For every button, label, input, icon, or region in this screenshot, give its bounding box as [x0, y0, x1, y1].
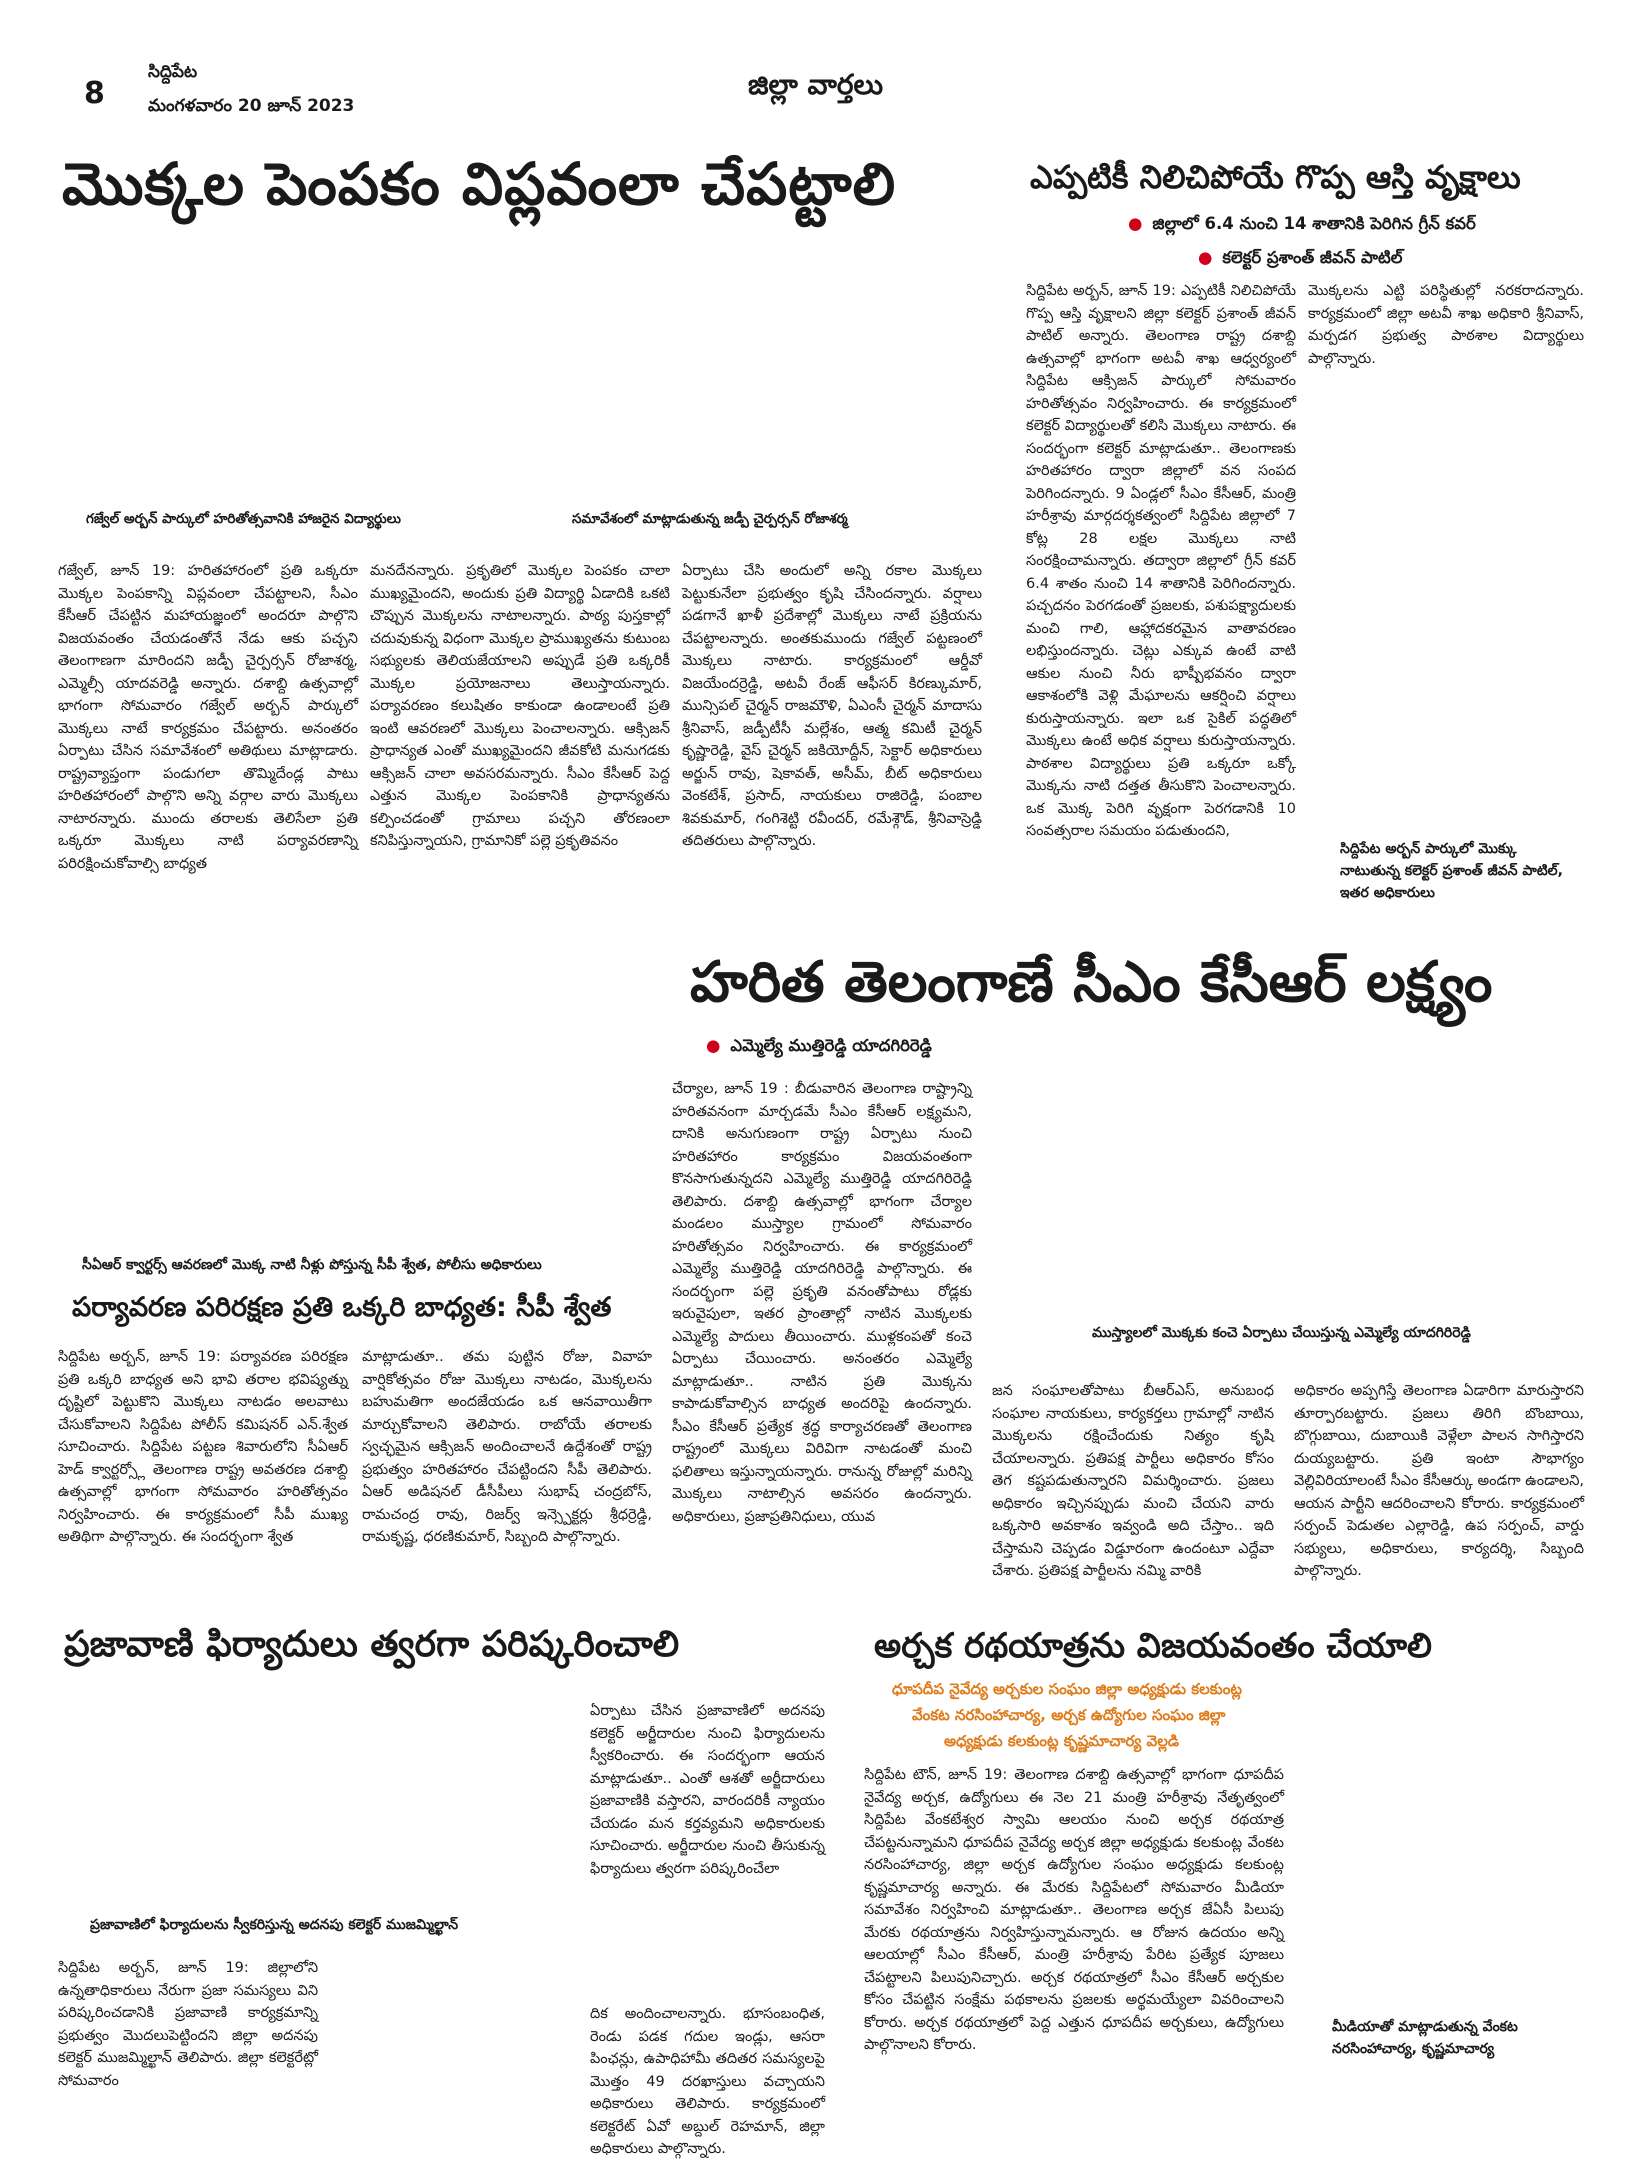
- story1-col1: గజ్వేల్, జూన్ 19: హరితహారంలో ప్రతి ఒక్కరూ మొక్కల పెంపకాన్ని విప్లవంలా చేపట్టాలని, సీఎం కేసీఆర్ చేపట్టిన మహాయజ్ఞంలో అందరూ పాల్గొని విజయవంతం చేయడంతోనే నేడు ఆకు పచ్చని తెలంగాణగా మారిందని జడ్పీ చైర్పర్సన్ రోజాశర్మ, ఎమ్మెల్సీ యాదవరెడ్డి అన్నారు. దశాబ్ది ఉత్సవాల్లో భాగంగా సోమవారం గజ్వేల్ అర్బన్ పార్కులో మొక్కలు నాటే కార్యక్రమం చేపట్టారు. అనంతరం ఏర్పాటు చేసిన సమావేశంలో అతిథులు మాట్లాడారు. రాష్ట్రవ్యాప్తంగా పండుగలా తొమ్మిదేండ్ల పాటు హరితహారంలో పాల్గొని అన్ని వర్గాల వారు మొక్కలు నాటారన్నారు. ముందు తరాలకు తెలిసేలా ప్రతి ఒక్కరూ మొక్కలు నాటి పర్యావరణాన్ని పరిరక్షించుకోవాల్సి బాధ్యత: [58, 563, 358, 872]
- story3-headline: హరిత తెలంగాణే సీఎం కేసీఆర్ లక్ష్యం: [690, 950, 1493, 1015]
- story2-headline: ఎప్పటికీ నిలిచిపోయే గొప్ప ఆస్తి వృక్షాలు: [1030, 158, 1521, 196]
- story2-caption: సిద్దిపేట అర్బన్ పార్కులో మొక్కు నాటుతున్న కలెక్టర్ ప్రశాంత్ జీవన్ పాటిల్, ఇతర అధికారులు: [1340, 841, 1563, 901]
- story3-col2: జన సంఘాలతోపాటు బీఆర్ఎస్, అనుబంధ సంఘాల నాయకులు, కార్యకర్తలు గ్రామాల్లో నాటిన మొక్కలను రక్షించేందుకు నిత్యం కృషి చేయాలన్నారు. ప్రతిపక్ష పార్టీలు అధికారం కోసం తెగ కష్టపడుతున్నారని విమర్శించారు. ప్రజలు అధికారం ఇచ్చినప్పుడు మంచి చేయని వారు ఒక్కసారి అవకాశం ఇవ్వండి అది చేస్తాం.. ఇది చేస్తామని చెప్పడం విడ్డూరంగా ఉందంటూ ఎద్దేవా చేశారు. ప్రతిపక్ష పార్టీలను నమ్మి వారికి: [992, 1383, 1274, 1579]
- story6-headline: అర్చక రథయాత్రను విజయవంతం చేయాలి: [874, 1626, 1432, 1666]
- story1-photo-left: [58, 250, 558, 495]
- story5-photo: [58, 1700, 578, 1900]
- story3-col3: అధికారం అప్పగిస్తే తెలంగాణ ఏడారిగా మారుస్తారని తూర్పారబట్టారు. ప్రజలు తిరిగి బొంబాయి, బొగ్గుబాయి, దుబాయికి వెళ్లేలా పాలన సాగిస్తారని దుయ్యబట్టారు. ప్రతి ఇంటా సౌభాగ్యం వెల్లివిరియాలంటే సీఎం కేసీఆర్కు అండగా ఉండాలని, ఆయన పార్టీని ఆదరించాలని కోరారు. కార్యక్రమంలో సర్పంచ్ పెడుతల ఎల్లారెడ్డి, ఉప సర్పంచ్, వార్డు సభ్యులు, అధికారులు, కార్యదర్శి, సిబ్బంది పాల్గొన్నారు.: [1294, 1383, 1584, 1579]
- story6-subhead-1: ధూపదీప నైవేద్య అర్చకుల సంఘం జిల్లా అధ్యక్షుడు కలకుంట్ల: [892, 1680, 1242, 1698]
- story2-col2: మొక్కలను ఎట్టి పరిస్థితుల్లో నరకరాదన్నారు. కార్యక్రమంలో జిల్లా అటవీ శాఖ అధికారి శ్రీనివాస్, మర్పడగ ప్రభుత్వ పాఠశాల విద్యార్థులు పాల్గొన్నారు.: [1308, 283, 1584, 367]
- story6-col1: సిద్దిపేట టౌన్, జూన్ 19: తెలంగాణ దశాబ్ది ఉత్సవాల్లో భాగంగా ధూపదీప నైవేద్య అర్చక, ఉద్యోగులు ఈ నెల 21 మంత్రి హరీశ్రావు నేతృత్వంలో సిద్దిపేట వేంకటేశ్వర స్వామి ఆలయం నుంచి అర్చక రథయాత్ర చేపట్టనున్నామని ధూపదీప నైవేద్య అర్చక జిల్లా అధ్యక్షుడు కలకుంట్ల వేంకట నరసింహాచార్య, జిల్లా అర్చక ఉద్యోగుల సంఘం అధ్యక్షుడు కలకుంట్ల కృష్ణమాచార్య అన్నారు. ఈ మేరకు సిద్దిపేటలో సోమవారం మీడియా సమావేశం నిర్వహించి మాట్లాడుతూ.. తెలంగాణ అర్చక జేఏసీ పిలుపు మేరకు రథయాత్రను నిర్వహిస్తున్నామన్నారు. ఆ రోజున ఉదయం అన్ని ఆలయాల్లో సీఎం కేసీఆర్, మంత్రి హరీశ్రావు పేరిట ప్రత్యేక పూజలు చేపట్టాలని పిలుపునిచ్చారు. అర్చక రథయాత్రలో సీఎం కేసీఆర్ అర్చకుల కోసం చేపట్టిన సంక్షేమ పథకాలను ప్రజలకు అర్థమయ్యేలా వివరించాలని కోరారు. అర్చక రథయాత్రలో పెద్ద ఎత్తున ధూపదీప అర్చకులు, ఉద్యోగులు పాల్గొనాలని కోరారు.: [864, 1767, 1284, 2053]
- story1-photo-right: [565, 250, 1000, 495]
- story4-headline: పర్యావరణ పరిరక్షణ ప్రతి ఒక్కరి బాధ్యత: సీపీ శ్వేత: [72, 1292, 612, 1323]
- story4-caption: సీఏఆర్ క్వార్టర్స్ ఆవరణలో మొక్క నాటి నీళ్లు పోస్తున్న సీపీ శ్వేత, పోలీసు అధికారులు: [82, 1257, 542, 1273]
- story3-caption: ముస్త్యాలలో మొక్కకు కంచె ఏర్పాటు చేయిస్తున్న ఎమ్మెల్యే యాదగిరిరెడ్డి: [1092, 1325, 1471, 1341]
- bullet-icon: ●: [706, 1036, 721, 1055]
- story1-headline: మొక్కల పెంపకం విప్లవంలా చేపట్టాలి: [62, 150, 897, 218]
- story6-subhead-3: అధ్యక్షుడు కలకుంట్ల కృష్ణమాచార్య వెల్లడి: [944, 1732, 1179, 1750]
- story4-col2: మాట్లాడుతూ.. తమ పుట్టిన రోజు, వివాహ వార్షికోత్సవం రోజు మొక్కలు నాటడం, మొక్కలను బహుమతిగా అందజేయడం ఒక ఆనవాయితీగా మార్చుకోవాలని తెలిపారు. రాబోయే తరాలకు స్వచ్ఛమైన ఆక్సిజన్ అందించాలనే ఉద్దేశంతో రాష్ట్ర ప్రభుత్వం హరితహారం చేపట్టిందని సీపీ తెలిపారు. ఏఆర్ అడిషనల్ డీసీపీలు సుభాష్ చంద్రబోస్, రామచంద్ర రావు, రిజర్వ్ ఇన్స్పెక్టర్లు శ్రీధర్రెడ్డి, రామకృష్ణ, ధరణికుమార్, సిబ్బంది పాల్గొన్నారు.: [362, 1349, 652, 1545]
- story5-col2: దిక అందించాలన్నారు. భూసంబంధిత, రెండు పడక గదుల ఇండ్లు, ఆసరా పింఛన్లు, ఉపాధిహామీ తదితర సమస్యలపై మొత్తం 49 దరఖాస్తులు వచ్చాయని అధికారులు తెలిపారు. కార్యక్రమంలో కలెక్టరేట్ ఏవో అబ్దుల్ రెహమాన్, జిల్లా అధికారులు పాల్గొన్నారు.: [590, 2006, 825, 2157]
- story4-col1: సిద్దిపేట అర్బన్, జూన్ 19: పర్యావరణ పరిరక్షణ ప్రతి ఒక్కరి బాధ్యత అని భావి తరాల భవిష్యత్ను దృష్టిలో పెట్టుకొని మొక్కలు నాటడం అలవాటు చేసుకోవాలని సిద్దిపేట పోలీస్ కమిషనర్ ఎన్.శ్వేత సూచించారు. సిద్దిపేట పట్టణ శివారులోని సీఏఆర్ హెడ్ క్వార్టర్స్లో తెలంగాణ రాష్ట్ర అవతరణ దశాబ్ది ఉత్సవాల్లో భాగంగా సోమవారం హరితోత్సవం నిర్వహించారు. ఈ కార్యక్రమంలో సీపీ ముఖ్య అతిథిగా పాల్గొన్నారు. ఈ సందర్భంగా శ్వేత: [58, 1349, 348, 1545]
- story1-col3: ఏర్పాటు చేసి అందులో అన్ని రకాల మొక్కలు పెట్టుకునేలా ప్రభుత్వం కృషి చేసిందన్నారు. వర్షాలు పడగానే ఖాళీ ప్రదేశాల్లో మొక్కలు నాటే ప్రక్రియను చేపట్టాలన్నారు. అంతకుముందు గజ్వేల్ పట్టణంలో మొక్కలు నాటారు. కార్యక్రమంలో ఆర్డీవో విజయేందర్రెడ్డి, అటవీ రేంజ్ ఆఫీసర్ కిరణ్కుమార్, మున్సిపల్ చైర్మన్ రాజమౌళి, ఏఎంసీ చైర్మన్ మాదాసు శ్రీనివాస్, జడ్పీటీసీ మల్లేశం, ఆత్మ కమిటీ చైర్మన్ కృష్ణారెడ్డి, వైస్ చైర్మన్ జకియోద్దీన్, సెక్టార్ అధికారులు అర్జున్ రావు, షెకావత్, అసీమ్, బీట్ అధికారులు వెంకటేశ్, ప్రసాద్, నాయకులు రాజిరెడ్డి, పంబాల శివకుమార్, గంగిశెట్టి రవీందర్, రమేశ్గౌడ్, శ్రీనివాస్రెడ్డి తదితరులు పాల్గొన్నారు.: [682, 563, 982, 849]
- story5-caption: ప్రజావాణిలో ఫిర్యాదులను స్వీకరిస్తున్న అదనపు కలెక్టర్ ముజమ్మిల్ఖాన్: [90, 1917, 459, 1933]
- story6-photo: [1300, 1764, 1584, 2004]
- story5-col1: సిద్దిపేట అర్బన్, జూన్ 19: జిల్లాలోని ఉన్నతాధికారులు నేరుగా ప్రజా సమస్యలు విని పరిష్కరించడానికి ప్రజావాణి కార్యక్రమాన్ని ప్రభుత్వం మొదలుపెట్టిందని జిల్లా అదనపు కలెక్టర్ ముజమ్మిల్ఖాన్ తెలిపారు. జిల్లా కలెక్టరేట్లో సోమవారం: [58, 1960, 318, 2089]
- story6-subhead-2: వేంకట నరసింహాచార్య, అర్చక ఉద్యోగుల సంఘం జిల్లా: [912, 1706, 1226, 1724]
- masthead-city: సిద్దిపేట: [148, 62, 198, 82]
- story5-headline: ప్రజావాణి ఫిర్యాదులు త్వరగా పరిష్కరించాలి: [64, 1624, 680, 1665]
- masthead-date: మంగళవారం 20 జూన్ 2023: [148, 96, 355, 116]
- story3-col1: చేర్యాల, జూన్ 19 : బీడువారిన తెలంగాణ రాష్ట్రాన్ని హరితవనంగా మార్చడమే సీఎం కేసీఆర్ లక్ష్యమని, దానికి అనుగుణంగా రాష్ట్ర ఏర్పాటు నుంచి హరితహారం కార్యక్రమం విజయవంతంగా కొనసాగుతున్నదని ఎమ్మెల్యే ముత్తిరెడ్డి యాదగిరిరెడ్డి తెలిపారు. దశాబ్ది ఉత్సవాల్లో భాగంగా చేర్యాల మండలం ముస్త్యాల గ్రామంలో సోమవారం హరితోత్సవం నిర్వహించారు. ఈ కార్యక్రమంలో ఎమ్మెల్యే ముత్తిరెడ్డి యాదగిరిరెడ్డి పాల్గొన్నారు. ఈ సందర్భంగా పల్లె ప్రకృతి వనంతోపాటు రోడ్లకు ఇరువైపులా, ఇతర ప్రాంతాల్లో నాటిన మొక్కలకు ఎమ్మెల్యే పాదులు తీయించారు. ముళ్లకంపతో కంచె ఏర్పాటు చేయించారు. అనంతరం ఎమ్మెల్యే మాట్లాడుతూ.. నాటిన ప్రతి మొక్కను కాపాడుకోవాల్సిన బాధ్యత అందరిపై ఉందన్నారు. సీఎం కేసీఆర్ ప్రత్యేక శ్రద్ధ కార్యాచరణతో తెలంగాణ రాష్ట్రంలో మొక్కలు విరివిగా నాటడంతో మంచి ఫలితాలు ఇస్తున్నాయన్నారు. రానున్న రోజుల్లో మరిన్ని మొక్కలు నాటాల్సిన అవసరం ఉందన్నారు. అధికారులు, ప్రజాప్రతినిధులు, యువ: [672, 1081, 972, 1525]
- story2-col1: సిద్దిపేట అర్బన్, జూన్ 19: ఎప్పటికీ నిలిచిపోయే గొప్ప ఆస్తి వృక్షాలని జిల్లా కలెక్టర్ ప్రశాంత్ జీవన్ పాటిల్ అన్నారు. తెలంగాణ రాష్ట్ర దశాబ్ది ఉత్సవాల్లో భాగంగా అటవీ శాఖ ఆధ్వర్యంలో సిద్దిపేట ఆక్సిజన్ పార్కులో సోమవారం హరితోత్సవం నిర్వహించారు. ఈ కార్యక్రమంలో కలెక్టర్ విద్యార్థులతో కలిసి మొక్కలు నాటారు. ఈ సందర్భంగా కలెక్టర్ మాట్లాడుతూ.. తెలంగాణకు హరితహారం ద్వారా జిల్లాలో వన సంపద పెరిగిందన్నారు. 9 ఏండ్లలో సీఎం కేసీఆర్, మంత్రి హరీశ్రావు మార్గదర్శకత్వంలో సిద్దిపేట జిల్లాలో 7 కోట్ల 28 లక్షల మొక్కలు నాటి సంరక్షించామన్నారు. తద్వారా జిల్లాలో గ్రీన్ కవర్ 6.4 శాతం నుంచి 14 శాతానికి పెరిగిందన్నారు. పచ్చదనం పెరగడంతో ప్రజలకు, పశుపక్ష్యాదులకు మంచి గాలి, ఆహ్లాదకరమైన వాతావరణం లభిస్తుందన్నారు. చెట్లు ఎక్కువ ఉంటే వాటి ఆకుల నుంచి నీరు భాష్పీభవనం ద్వారా ఆకాశంలోకి వెళ్లి మేఘాలను ఆకర్షించి వర్షాలు కురుస్తాయన్నారు. ఇలా ఒక సైకిల్ పద్ధతిలో మొక్కలు ఉంటే అధిక వర్షాలు కురుస్తాయన్నారు. పాఠశాల విద్యార్థులు ప్రతి ఒక్కరూ ఒక్కో మొక్కను నాటి దత్తత తీసుకొని పెంచాలన్నారు. ఒక మొక్క పెరిగి వృక్షంగా పెరగడానికి 10 సంవత్సరాల సమయం పడుతుందని,: [1026, 283, 1296, 839]
- story2-subhead-1: ● జిల్లాలో 6.4 నుంచి 14 శాతానికి పెరిగిన గ్రీన్ కవర్: [1128, 214, 1476, 233]
- story2-subhead-2: ● కలెక్టర్ ప్రశాంత్ జీవన్ పాటిల్: [1198, 248, 1403, 267]
- story2-photo: [1308, 390, 1584, 830]
- story6-caption: మీడియాతో మాట్లాడుతున్న వేంకట నరసింహాచార్య, కృష్ణమాచార్య: [1332, 2019, 1518, 2057]
- story4-photo: [58, 1080, 656, 1245]
- bullet-icon: ●: [1128, 214, 1143, 233]
- story1-caption-right: సమావేశంలో మాట్లాడుతున్న జడ్పీ చైర్పర్సన్ రోజాశర్మ: [572, 511, 848, 527]
- story3-photo: [984, 1078, 1584, 1298]
- bullet-icon: ●: [1198, 248, 1213, 267]
- story3-subhead: ● ఎమ్మెల్యే ముత్తిరెడ్డి యాదగిరిరెడ్డి: [706, 1036, 932, 1055]
- story5-col-top: ఏర్పాటు చేసిన ప్రజావాణిలో అదనపు కలెక్టర్ అర్జీదారుల నుంచి ఫిర్యాదులను స్వీకరించారు. ఈ సందర్భంగా ఆయన మాట్లాడుతూ.. ఎంతో ఆశతో అర్జీదారులు ప్రజావాణికి వస్తారని, వారందరికీ న్యాయం చేయడం మన కర్తవ్యమని అధికారులకు సూచించారు. అర్జీదారుల నుంచి తీసుకున్న ఫిర్యాదులు త్వరగా పరిష్కరించేలా: [590, 1703, 825, 1877]
- story1-caption-left: గజ్వేల్ అర్బన్ పార్కులో హరితోత్సవానికి హాజరైన విద్యార్థులు: [86, 511, 401, 527]
- story1-col2: మనదేనన్నారు. ప్రకృతిలో మొక్కల పెంపకం చాలా ముఖ్యమైందని, అందుకు ప్రతి విద్యార్థి ఏడాదికి ఒకటి చొప్పున మొక్కలను నాటాలన్నారు. పాఠ్య పుస్తకాల్లో చదువుకున్న విధంగా మొక్కల ప్రాముఖ్యతను కుటుంబ సభ్యులకు తెలియజేయాలని అప్పుడే ప్రతి ఒక్కరికీ మొక్కల ప్రయోజనాలు తెలుస్తాయన్నారు. పర్యావరణం కలుషితం కాకుండా ఉండాలంటే ప్రతి ఇంటి ఆవరణలో మొక్కలు పెంచాలన్నారు. ఆక్సిజన్ ప్రాధాన్యత ఎంతో ముఖ్యమైందని జీవకోటి మనుగడకు ఆక్సిజన్ చాలా అవసరమన్నారు. సీఎం కేసీఆర్ పెద్ద ఎత్తున మొక్కల పెంపకానికి ప్రాధాన్యతను కల్పించడంతో గ్రామాలు పచ్చని తోరణంలా కనిపిస్తున్నాయని, గ్రామానికో పల్లె ప్రకృతివనం: [370, 563, 670, 849]
- section-title: జిల్లా వార్తలు: [748, 68, 884, 101]
- page-number: 8: [84, 76, 105, 111]
